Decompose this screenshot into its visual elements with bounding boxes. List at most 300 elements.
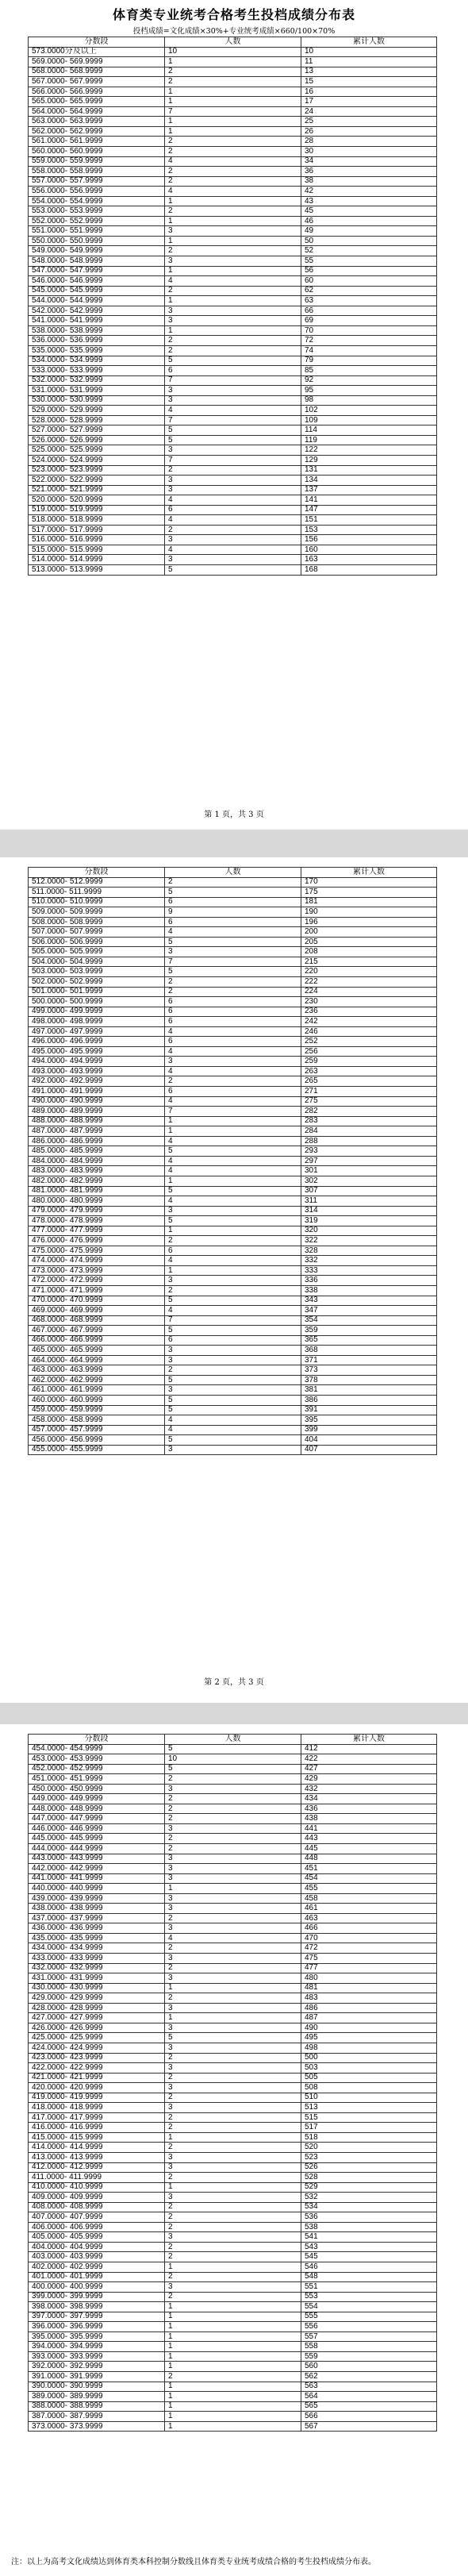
count-cell: 5 — [165, 1375, 301, 1385]
score-range-cell: 479.0000- 479.9999 — [29, 1206, 165, 1216]
count-cell: 3 — [165, 1385, 301, 1396]
count-cell: 5 — [165, 1744, 301, 1754]
cumulative-count-cell: 62 — [301, 286, 437, 296]
cumulative-count-cell: 256 — [301, 1046, 437, 1057]
cumulative-count-cell: 546 — [301, 2262, 437, 2272]
cumulative-count-cell: 536 — [301, 2212, 437, 2223]
table-row — [29, 1375, 437, 1385]
count-cell: 3 — [165, 1206, 301, 1216]
count-cell: 5 — [165, 1405, 301, 1415]
score-range-cell: 447.0000- 447.9999 — [29, 1814, 165, 1824]
cumulative-count-cell: 503 — [301, 2063, 437, 2074]
score-range-cell: 427.0000- 427.9999 — [29, 2013, 165, 2023]
score-range-cell: 418.0000- 418.9999 — [29, 2103, 165, 2113]
table-row — [29, 2382, 437, 2392]
count-cell: 10 — [165, 47, 301, 57]
score-range-cell: 389.0000- 389.9999 — [29, 2392, 165, 2402]
score-range-cell: 562.0000- 562.9999 — [29, 126, 165, 137]
count-cell: 4 — [165, 1046, 301, 1057]
cumulative-count-cell: 301 — [301, 1166, 437, 1176]
cumulative-count-cell: 63 — [301, 296, 437, 306]
count-cell: 2 — [165, 1913, 301, 1923]
score-distribution-table — [28, 867, 437, 1455]
score-range-cell: 453.0000- 453.9999 — [29, 1754, 165, 1765]
cumulative-count-cell: 208 — [301, 947, 437, 957]
table-row — [29, 1017, 437, 1027]
score-range-cell: 417.0000- 417.9999 — [29, 2112, 165, 2123]
score-range-cell: 392.0000- 392.9999 — [29, 2362, 165, 2372]
score-range-cell: 412.0000- 412.9999 — [29, 2162, 165, 2173]
count-cell: 4 — [165, 1096, 301, 1107]
cumulative-count-cell: 562 — [301, 2372, 437, 2382]
score-range-cell: 541.0000- 541.9999 — [29, 316, 165, 326]
count-cell: 1 — [165, 296, 301, 306]
count-cell: 4 — [165, 1425, 301, 1435]
cumulative-count-cell: 38 — [301, 176, 437, 187]
score-range-cell: 395.0000- 395.9999 — [29, 2331, 165, 2342]
score-range-cell: 469.0000- 469.9999 — [29, 1306, 165, 1316]
page-number: 第 1 页，共 3 页 — [204, 811, 264, 819]
table-row — [29, 1744, 437, 1754]
table-row — [29, 117, 437, 127]
score-formula: 投档成绩=文化成绩×30%+专业统考成绩×660/100×70% — [132, 27, 336, 36]
count-cell: 2 — [165, 137, 301, 147]
cumulative-count-cell: 141 — [301, 495, 437, 506]
count-cell: 4 — [165, 1933, 301, 1943]
count-cell: 1 — [165, 1983, 301, 1993]
score-range-cell: 482.0000- 482.9999 — [29, 1176, 165, 1186]
cumulative-count-cell: 46 — [301, 216, 437, 226]
score-range-cell: 510.0000- 510.9999 — [29, 897, 165, 907]
table-row — [29, 1943, 437, 1954]
score-range-cell: 423.0000- 423.9999 — [29, 2053, 165, 2063]
table-row — [29, 1087, 437, 1097]
score-range-cell: 413.0000- 413.9999 — [29, 2152, 165, 2162]
count-cell: 3 — [165, 2083, 301, 2093]
score-range-cell: 411.0000- 411.9999 — [29, 2173, 165, 2183]
score-range-cell: 515.0000- 515.9999 — [29, 545, 165, 555]
cumulative-count-cell: 526 — [301, 2162, 437, 2173]
score-range-cell: 415.0000- 415.9999 — [29, 2132, 165, 2143]
cumulative-count-cell: 30 — [301, 147, 437, 157]
count-cell: 5 — [165, 425, 301, 436]
count-cell: 2 — [165, 2202, 301, 2212]
cumulative-count-cell: 10 — [301, 47, 437, 57]
count-cell: 2 — [165, 1236, 301, 1246]
cumulative-count-cell: 391 — [301, 1405, 437, 1415]
count-cell: 5 — [165, 435, 301, 445]
count-cell: 2 — [165, 1794, 301, 1804]
count-cell: 1 — [165, 1884, 301, 1894]
cumulative-count-cell: 271 — [301, 1087, 437, 1097]
count-cell: 7 — [165, 1107, 301, 1117]
count-cell: 1 — [165, 2382, 301, 2392]
score-range-cell: 481.0000- 481.9999 — [29, 1186, 165, 1196]
count-cell: 5 — [165, 1326, 301, 1336]
table-row — [29, 57, 437, 67]
table-row — [29, 2302, 437, 2312]
count-cell: 3 — [165, 1854, 301, 1864]
count-cell: 1 — [165, 2412, 301, 2422]
count-cell: 1 — [165, 236, 301, 246]
score-range-cell: 486.0000- 486.9999 — [29, 1136, 165, 1146]
cumulative-count-cell: 343 — [301, 1296, 437, 1306]
table-row — [29, 937, 437, 947]
count-cell: 2 — [165, 2073, 301, 2083]
table-row — [29, 2152, 437, 2162]
table-row — [29, 1076, 437, 1087]
table-row — [29, 1784, 437, 1794]
cumulative-count-cell: 461 — [301, 1904, 437, 1914]
table-row — [29, 345, 437, 356]
column-header-cumulative: 累计人数 — [301, 1735, 437, 1745]
cumulative-count-cell: 567 — [301, 2421, 437, 2432]
score-range-cell: 425.0000- 425.9999 — [29, 2033, 165, 2043]
score-range-cell: 441.0000- 441.9999 — [29, 1873, 165, 1884]
count-cell: 2 — [165, 1285, 301, 1296]
cumulative-count-cell: 463 — [301, 1913, 437, 1923]
table-row — [29, 336, 437, 346]
table-row — [29, 1335, 437, 1346]
table-row — [29, 1774, 437, 1785]
count-cell: 2 — [165, 246, 301, 256]
count-cell: 3 — [165, 1823, 301, 1834]
table-row — [29, 276, 437, 287]
cumulative-count-cell: 56 — [301, 266, 437, 276]
cumulative-count-cell: 114 — [301, 425, 437, 436]
cumulative-count-cell: 224 — [301, 987, 437, 997]
cumulative-count-cell: 134 — [301, 476, 437, 486]
table-row — [29, 1973, 437, 1984]
cumulative-count-cell: 168 — [301, 564, 437, 575]
table-row — [29, 1864, 437, 1874]
table-row — [29, 77, 437, 87]
table-row — [29, 366, 437, 376]
score-range-cell: 422.0000- 422.9999 — [29, 2063, 165, 2074]
column-header-score-range: 分数段 — [29, 37, 165, 48]
cumulative-count-cell: 246 — [301, 1026, 437, 1037]
table-row — [29, 226, 437, 237]
count-cell: 6 — [165, 917, 301, 927]
score-distribution-table — [28, 1734, 437, 2432]
cumulative-count-cell: 328 — [301, 1246, 437, 1256]
table-row — [29, 1186, 437, 1196]
cumulative-count-cell: 66 — [301, 306, 437, 316]
table-row — [29, 1296, 437, 1306]
cumulative-count-cell: 102 — [301, 406, 437, 416]
score-range-cell: 487.0000- 487.9999 — [29, 1126, 165, 1137]
score-range-cell: 431.0000- 431.9999 — [29, 1973, 165, 1984]
cumulative-count-cell: 498 — [301, 2043, 437, 2053]
cumulative-count-cell: 11 — [301, 57, 437, 67]
count-cell: 2 — [165, 2242, 301, 2252]
count-cell: 7 — [165, 415, 301, 425]
cumulative-count-cell: 368 — [301, 1346, 437, 1356]
score-range-cell: 462.0000- 462.9999 — [29, 1375, 165, 1385]
table-row — [29, 525, 437, 535]
count-cell: 1 — [165, 57, 301, 67]
table-row — [29, 196, 437, 206]
cumulative-count-cell: 69 — [301, 316, 437, 326]
score-range-cell: 400.0000- 400.9999 — [29, 2282, 165, 2293]
table-row — [29, 1057, 437, 1067]
cumulative-count-cell: 515 — [301, 2112, 437, 2123]
count-cell: 3 — [165, 2282, 301, 2293]
count-cell: 3 — [165, 445, 301, 456]
score-range-cell: 437.0000- 437.9999 — [29, 1913, 165, 1923]
cumulative-count-cell: 156 — [301, 535, 437, 545]
cumulative-count-cell: 302 — [301, 1176, 437, 1186]
table-row — [29, 1226, 437, 1236]
score-range-cell: 498.0000- 498.9999 — [29, 1017, 165, 1027]
count-cell: 2 — [165, 176, 301, 187]
table-row — [29, 476, 437, 486]
score-range-cell: 518.0000- 518.9999 — [29, 515, 165, 526]
count-cell: 3 — [165, 395, 301, 406]
cumulative-count-cell: 70 — [301, 325, 437, 336]
score-range-cell: 396.0000- 396.9999 — [29, 2322, 165, 2332]
table-row — [29, 2252, 437, 2262]
score-range-cell: 467.0000- 467.9999 — [29, 1326, 165, 1336]
count-cell: 3 — [165, 1784, 301, 1794]
table-row — [29, 535, 437, 545]
score-range-cell: 394.0000- 394.9999 — [29, 2342, 165, 2352]
count-cell: 3 — [165, 2023, 301, 2033]
score-range-cell: 556.0000- 556.9999 — [29, 187, 165, 197]
count-cell: 4 — [165, 187, 301, 197]
table-row — [29, 1884, 437, 1894]
count-cell: 3 — [165, 1873, 301, 1884]
score-range-cell: 563.0000- 563.9999 — [29, 117, 165, 127]
score-range-cell: 434.0000- 434.9999 — [29, 1943, 165, 1954]
page-number: 第 2 页，共 3 页 — [204, 1678, 264, 1687]
score-range-cell: 527.0000- 527.9999 — [29, 425, 165, 436]
count-cell: 3 — [165, 947, 301, 957]
count-cell: 4 — [165, 1196, 301, 1207]
score-range-cell: 460.0000- 460.9999 — [29, 1395, 165, 1405]
count-cell: 3 — [165, 555, 301, 565]
cumulative-count-cell: 432 — [301, 1784, 437, 1794]
score-range-cell: 567.0000- 567.9999 — [29, 77, 165, 87]
table-row — [29, 2013, 437, 2023]
cumulative-count-cell: 559 — [301, 2351, 437, 2362]
count-cell: 2 — [165, 2123, 301, 2133]
cumulative-count-cell: 534 — [301, 2202, 437, 2212]
count-cell: 6 — [165, 1087, 301, 1097]
cumulative-count-cell: 558 — [301, 2342, 437, 2352]
table-row — [29, 1326, 437, 1336]
table-row — [29, 2202, 437, 2212]
table-row — [29, 1166, 437, 1176]
table-row — [29, 356, 437, 366]
count-cell: 2 — [165, 1963, 301, 1973]
cumulative-count-cell: 98 — [301, 395, 437, 406]
cumulative-count-cell: 513 — [301, 2103, 437, 2113]
score-range-cell: 496.0000- 496.9999 — [29, 1037, 165, 1047]
table-row — [29, 2132, 437, 2143]
cumulative-count-cell: 556 — [301, 2322, 437, 2332]
score-range-cell: 568.0000- 568.9999 — [29, 67, 165, 77]
score-range-cell: 398.0000- 398.9999 — [29, 2302, 165, 2312]
cumulative-count-cell: 436 — [301, 1804, 437, 1814]
table-row — [29, 2342, 437, 2352]
table-row — [29, 515, 437, 526]
cumulative-count-cell: 495 — [301, 2033, 437, 2043]
table-row — [29, 1904, 437, 1914]
count-cell: 6 — [165, 897, 301, 907]
cumulative-count-cell: 395 — [301, 1415, 437, 1426]
count-cell: 1 — [165, 117, 301, 127]
score-range-cell: 493.0000- 493.9999 — [29, 1066, 165, 1076]
table-row — [29, 877, 437, 888]
cumulative-count-cell: 42 — [301, 187, 437, 197]
cumulative-count-cell: 466 — [301, 1923, 437, 1934]
table-row — [29, 1794, 437, 1804]
table-row — [29, 1046, 437, 1057]
score-range-cell: 545.0000- 545.9999 — [29, 286, 165, 296]
table-row — [29, 465, 437, 476]
cumulative-count-cell: 293 — [301, 1146, 437, 1157]
column-header-count: 人数 — [165, 868, 301, 878]
table-body — [29, 877, 437, 1455]
count-cell: 7 — [165, 455, 301, 465]
count-cell: 3 — [165, 1904, 301, 1914]
cumulative-count-cell: 448 — [301, 1854, 437, 1864]
cumulative-count-cell: 520 — [301, 2143, 437, 2153]
table-row — [29, 1206, 437, 1216]
score-range-cell: 391.0000- 391.9999 — [29, 2372, 165, 2382]
table-row — [29, 897, 437, 907]
count-cell: 5 — [165, 1764, 301, 1774]
table-row — [29, 555, 437, 565]
table-row — [29, 564, 437, 575]
cumulative-count-cell: 297 — [301, 1156, 437, 1166]
score-range-cell: 526.0000- 526.9999 — [29, 435, 165, 445]
table-row — [29, 2103, 437, 2113]
table-row — [29, 395, 437, 406]
table-row — [29, 2322, 437, 2332]
score-range-cell: 517.0000- 517.9999 — [29, 525, 165, 535]
count-cell: 6 — [165, 1246, 301, 1256]
table-row — [29, 917, 437, 927]
table-row — [29, 2033, 437, 2043]
score-range-cell: 550.0000- 550.9999 — [29, 236, 165, 246]
document-title: 体育类专业统考合格考生投档成绩分布表 — [112, 7, 355, 22]
count-cell: 3 — [165, 1276, 301, 1286]
count-cell: 2 — [165, 206, 301, 217]
cumulative-count-cell: 109 — [301, 415, 437, 425]
count-cell: 1 — [165, 2322, 301, 2332]
score-range-cell: 533.0000- 533.9999 — [29, 366, 165, 376]
count-cell: 5 — [165, 1216, 301, 1226]
count-cell: 2 — [165, 286, 301, 296]
table-row — [29, 1804, 437, 1814]
cumulative-count-cell: 320 — [301, 1226, 437, 1236]
cumulative-count-cell: 74 — [301, 345, 437, 356]
cumulative-count-cell: 288 — [301, 1136, 437, 1146]
count-cell: 1 — [165, 2302, 301, 2312]
cumulative-count-cell: 222 — [301, 977, 437, 988]
table-row — [29, 1933, 437, 1943]
cumulative-count-cell: 564 — [301, 2392, 437, 2402]
cumulative-count-cell: 470 — [301, 1933, 437, 1943]
cumulative-count-cell: 441 — [301, 1823, 437, 1834]
score-range-cell: 516.0000- 516.9999 — [29, 535, 165, 545]
cumulative-count-cell: 160 — [301, 545, 437, 555]
count-cell: 5 — [165, 967, 301, 977]
score-range-cell: 436.0000- 436.9999 — [29, 1923, 165, 1934]
table-row — [29, 2222, 437, 2232]
cumulative-count-cell: 500 — [301, 2053, 437, 2063]
cumulative-count-cell: 508 — [301, 2083, 437, 2093]
table-row — [29, 306, 437, 316]
count-cell: 1 — [165, 2262, 301, 2272]
table-row — [29, 2372, 437, 2382]
cumulative-count-cell: 163 — [301, 555, 437, 565]
cumulative-count-cell: 230 — [301, 997, 437, 1007]
count-cell: 3 — [165, 256, 301, 267]
cumulative-count-cell: 85 — [301, 366, 437, 376]
cumulative-count-cell: 265 — [301, 1076, 437, 1087]
cumulative-count-cell: 215 — [301, 957, 437, 967]
score-range-cell: 504.0000- 504.9999 — [29, 957, 165, 967]
table-row — [29, 236, 437, 246]
score-range-cell: 536.0000- 536.9999 — [29, 336, 165, 346]
count-cell: 5 — [165, 1435, 301, 1446]
count-cell: 6 — [165, 505, 301, 515]
cumulative-count-cell: 49 — [301, 226, 437, 237]
count-cell: 5 — [165, 1146, 301, 1157]
table-row — [29, 1116, 437, 1126]
table-row — [29, 1176, 437, 1186]
score-range-cell: 484.0000- 484.9999 — [29, 1156, 165, 1166]
score-range-cell: 505.0000- 505.9999 — [29, 947, 165, 957]
table-row — [29, 1445, 437, 1455]
score-range-cell: 500.0000- 500.9999 — [29, 997, 165, 1007]
table-row — [29, 266, 437, 276]
count-cell: 2 — [165, 1834, 301, 1844]
table-row — [29, 2392, 437, 2402]
count-cell: 3 — [165, 2043, 301, 2053]
table-row — [29, 1834, 437, 1844]
table-row — [29, 256, 437, 267]
table-row — [29, 2351, 437, 2362]
score-range-cell: 559.0000- 559.9999 — [29, 156, 165, 167]
table-row — [29, 1764, 437, 1774]
table-row — [29, 1285, 437, 1296]
count-cell: 7 — [165, 375, 301, 386]
score-range-cell: 491.0000- 491.9999 — [29, 1087, 165, 1097]
table-row — [29, 425, 437, 436]
score-range-cell: 458.0000- 458.9999 — [29, 1415, 165, 1426]
table-row — [29, 1365, 437, 1376]
score-range-cell: 439.0000- 439.9999 — [29, 1893, 165, 1904]
cumulative-count-cell: 131 — [301, 465, 437, 476]
score-range-cell: 495.0000- 495.9999 — [29, 1046, 165, 1057]
cumulative-count-cell: 541 — [301, 2232, 437, 2243]
table-row — [29, 987, 437, 997]
count-cell: 1 — [165, 216, 301, 226]
count-cell: 3 — [165, 476, 301, 486]
cumulative-count-cell: 50 — [301, 236, 437, 246]
count-cell: 6 — [165, 1335, 301, 1346]
table-row — [29, 1983, 437, 1993]
table-row — [29, 888, 437, 898]
score-range-cell: 408.0000- 408.9999 — [29, 2202, 165, 2212]
table-row — [29, 1246, 437, 1256]
count-cell: 2 — [165, 2143, 301, 2153]
count-cell: 1 — [165, 2421, 301, 2432]
